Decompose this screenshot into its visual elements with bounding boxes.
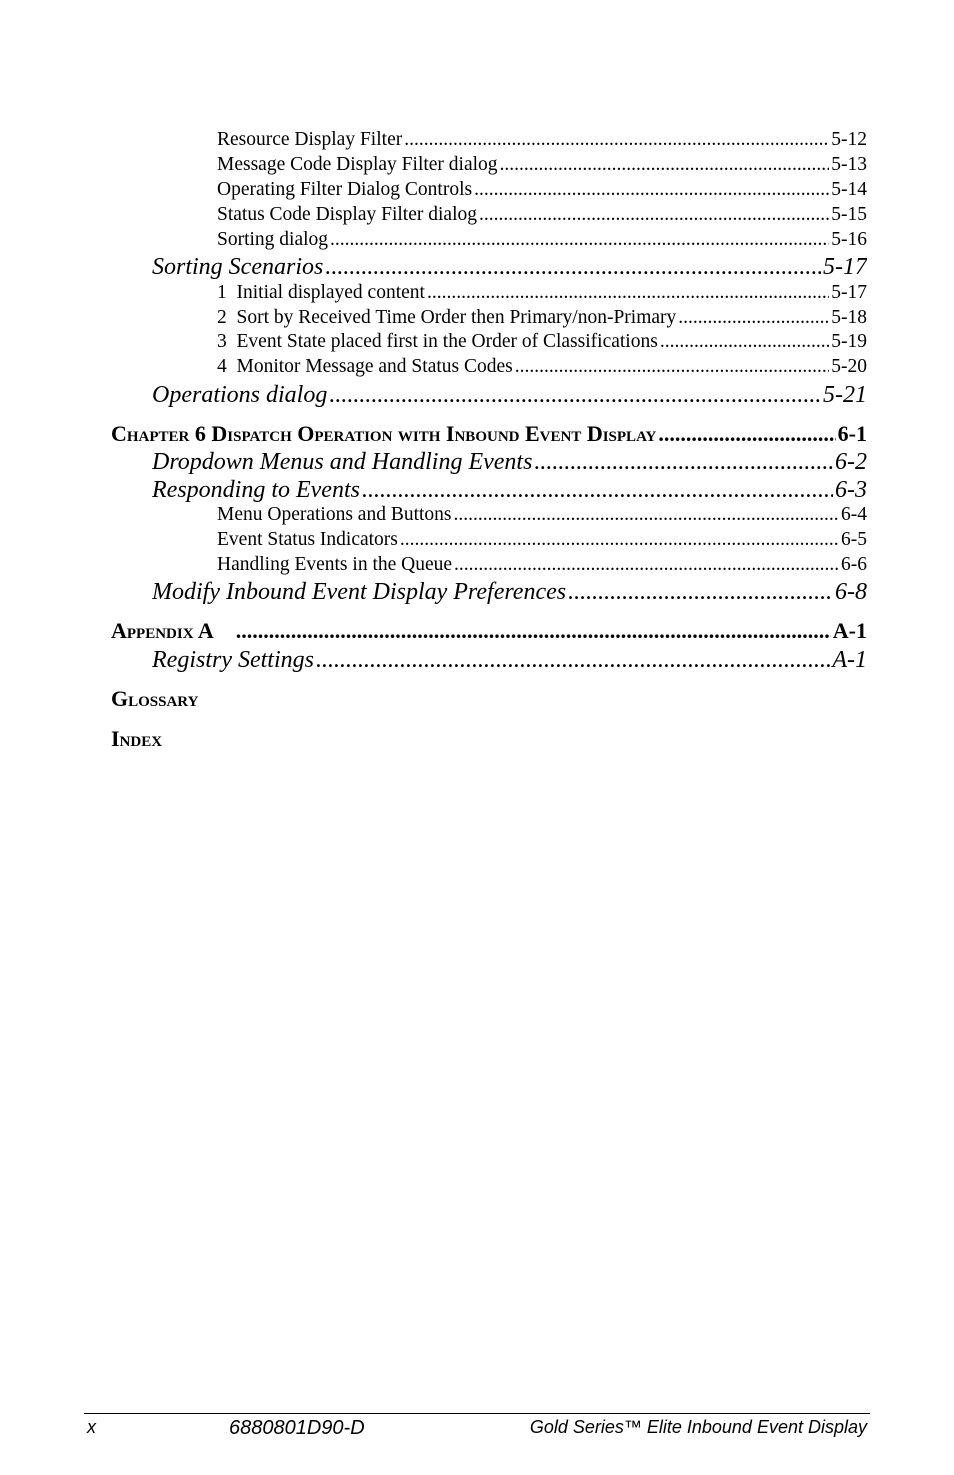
toc-entry-title: Handling Events in the Queue <box>217 554 453 575</box>
toc-entry-page: 5-19 <box>831 331 867 352</box>
toc-entry-title: Message Code Display Filter dialog <box>217 154 498 175</box>
toc-entry-dropdown-menus[interactable] <box>152 449 867 479</box>
dot-leader <box>329 382 821 409</box>
toc-entry-event-status-indicators[interactable] <box>217 529 867 554</box>
dot-leader <box>454 504 839 526</box>
dot-leader <box>515 356 830 378</box>
toc-entry-status-code-display-filter[interactable] <box>217 204 867 229</box>
toc-entry-page: 5-14 <box>831 179 867 200</box>
toc-entry-glossary[interactable]: Glossary <box>111 686 199 711</box>
footer-doc-number: 6880801D90-D <box>229 1417 365 1439</box>
toc-entry-menu-operations[interactable] <box>217 504 867 529</box>
toc-entry-monitor-message-status-codes[interactable] <box>217 356 867 381</box>
dot-leader <box>316 647 830 674</box>
toc-entry-page: 5-13 <box>831 154 867 175</box>
dot-leader <box>678 307 829 329</box>
toc-entry-page: 6-5 <box>841 529 867 550</box>
dot-leader <box>658 421 835 447</box>
toc-entry-sorting-scenarios[interactable] <box>152 254 867 284</box>
toc-entry-page: 5-17 <box>823 254 867 280</box>
toc-entry-registry-settings[interactable] <box>152 647 867 677</box>
toc-entry-page: A-1 <box>832 647 867 673</box>
toc-entry-title: Event Status Indicators <box>217 529 398 550</box>
dot-leader <box>500 154 830 176</box>
toc-entry-title: Operations dialog <box>152 382 328 408</box>
toc-entry-page: 5-21 <box>823 382 867 408</box>
dot-leader <box>454 554 839 576</box>
toc-entry-title: Operating Filter Dialog Controls <box>217 179 473 200</box>
dot-leader <box>534 449 833 476</box>
toc-entry-page: 5-18 <box>831 307 867 328</box>
footer-rule <box>84 1413 870 1414</box>
footer-product-title: Gold Series™ Elite Inbound Event Display <box>529 1417 867 1437</box>
toc-entry-title: Status Code Display Filter dialog <box>217 204 477 225</box>
toc-entry-page: 5-17 <box>831 282 867 303</box>
toc-entry-title: Registry Settings <box>152 647 314 673</box>
toc-entry-title: Responding to Events <box>152 477 360 503</box>
toc-entry-index[interactable]: Index <box>111 726 163 751</box>
toc-entry-modify-preferences[interactable] <box>152 579 867 609</box>
toc-entry-operations-dialog[interactable] <box>152 382 867 412</box>
toc-entry-page: 6-1 <box>837 421 867 446</box>
toc-entry-sort-by-received-time[interactable] <box>217 307 867 332</box>
toc-entry-page: 6-8 <box>835 579 867 605</box>
toc-entry-title: Dropdown Menus and Handling Events <box>152 449 533 475</box>
toc-entry-page: 5-12 <box>831 129 867 150</box>
toc-entry-title: Sorting dialog <box>217 229 329 250</box>
toc-entry-message-code-display-filter[interactable] <box>217 154 867 179</box>
footer-page-number: x <box>87 1417 96 1437</box>
toc-entry-title: 3 Event State placed first in the Order of Classifications <box>217 331 658 352</box>
toc-entry-title: Sorting Scenarios <box>152 254 324 280</box>
toc-entry-handling-events-queue[interactable] <box>217 554 867 579</box>
toc-entry-page: 6-2 <box>835 449 867 475</box>
dot-leader <box>236 618 831 644</box>
toc-entry-responding-to-events[interactable] <box>152 477 867 507</box>
toc-entry-title: Resource Display Filter <box>217 129 403 150</box>
dot-leader <box>660 331 829 353</box>
toc-entry-page: A-1 <box>832 618 867 643</box>
toc-entry-title: Modify Inbound Event Display Preferences <box>152 579 567 605</box>
dot-leader <box>404 129 829 151</box>
dot-leader <box>479 204 829 226</box>
toc-entry-page: 6-3 <box>835 477 867 503</box>
toc-entry-resource-display-filter[interactable] <box>217 129 867 154</box>
toc-entry-operating-filter-dialog-controls[interactable] <box>217 179 867 204</box>
toc-chapter-title: Appendix A <box>111 618 214 643</box>
toc-entry-initial-displayed-content[interactable] <box>217 282 867 307</box>
dot-leader <box>474 179 829 201</box>
toc-entry-title: 2 Sort by Received Time Order then Primary/non-Primary <box>217 307 677 328</box>
toc-entry-title: Menu Operations and Buttons <box>217 504 452 525</box>
toc-entry-sorting-dialog[interactable] <box>217 229 867 254</box>
toc-entry-title: 4 Monitor Message and Status Codes <box>217 356 513 377</box>
toc-entry-page: 6-6 <box>841 554 867 575</box>
toc-chapter-title: Chapter 6 Dispatch Operation with Inbound Event Display <box>111 421 657 446</box>
dot-leader <box>325 254 821 281</box>
toc-entry-page: 5-16 <box>831 229 867 250</box>
toc-entry-event-state-placed-first[interactable] <box>217 331 867 356</box>
dot-leader <box>362 477 833 504</box>
dot-leader <box>400 529 839 551</box>
toc-entry-page: 6-4 <box>841 504 867 525</box>
toc-entry-page: 5-20 <box>831 356 867 377</box>
toc-entry-page: 5-15 <box>831 204 867 225</box>
toc-entry-chapter-6[interactable] <box>111 421 867 449</box>
dot-leader <box>330 229 829 251</box>
dot-leader <box>427 282 829 304</box>
dot-leader <box>568 579 833 606</box>
toc-entry-appendix-a[interactable] <box>111 618 867 646</box>
toc-entry-title: 1 Initial displayed content <box>217 282 425 303</box>
